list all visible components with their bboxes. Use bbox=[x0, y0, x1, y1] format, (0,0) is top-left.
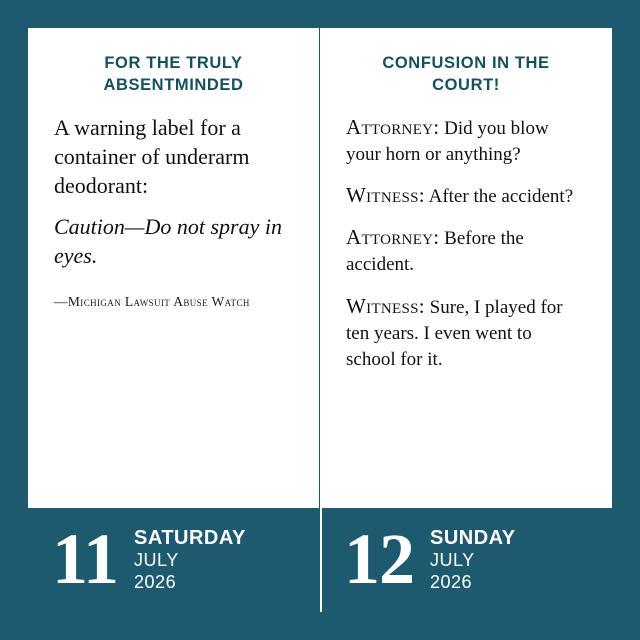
left-headline: FOR THE TRULY ABSENTMINDED bbox=[103, 54, 244, 95]
calendar-page bbox=[28, 28, 612, 612]
dialogue-speaker: Witness: bbox=[346, 182, 425, 207]
dialogue-line bbox=[346, 292, 586, 374]
date-block-right bbox=[320, 508, 612, 612]
day-year: 2026 bbox=[134, 572, 177, 593]
dialogue-speaker: Attorney: bbox=[346, 225, 440, 250]
day-number: 12 bbox=[344, 519, 414, 600]
dialogue-text: After the accident? bbox=[428, 185, 574, 207]
dialogue-line bbox=[346, 223, 586, 278]
dialogue-text: Did you blow your horn or anything? bbox=[346, 117, 549, 165]
day-year: 2026 bbox=[430, 572, 473, 593]
dialogue-text: Before the accident. bbox=[346, 228, 524, 276]
day-meta bbox=[430, 526, 516, 594]
dialogue-line bbox=[346, 181, 586, 210]
dialogue-speaker: Witness: bbox=[346, 293, 425, 318]
left-page-content bbox=[28, 28, 320, 508]
day-meta bbox=[134, 526, 246, 594]
day-month: JULY bbox=[430, 550, 475, 571]
day-month: JULY bbox=[134, 550, 179, 571]
dialogue-speaker: Attorney: bbox=[346, 114, 440, 139]
day-weekday: SUNDAY bbox=[430, 526, 516, 549]
right-page-content bbox=[320, 28, 612, 508]
right-headline: CONFUSION IN THE COURT! bbox=[382, 54, 550, 95]
dialogue-text: Sure, I played for ten years. I even went to school for it. bbox=[346, 296, 563, 371]
left-quote: Caution—Do not spray in eyes. bbox=[54, 213, 282, 268]
date-footer bbox=[28, 508, 612, 612]
content-panes bbox=[28, 28, 612, 508]
day-weekday: SATURDAY bbox=[134, 526, 246, 549]
left-attribution: —Michigan Lawsuit Abuse Watch bbox=[54, 293, 250, 309]
date-block-left bbox=[28, 508, 320, 612]
dialogue-line bbox=[346, 113, 586, 168]
day-number: 11 bbox=[52, 519, 119, 600]
left-paragraph: A warning label for a container of underarm deodorant: bbox=[54, 114, 250, 198]
